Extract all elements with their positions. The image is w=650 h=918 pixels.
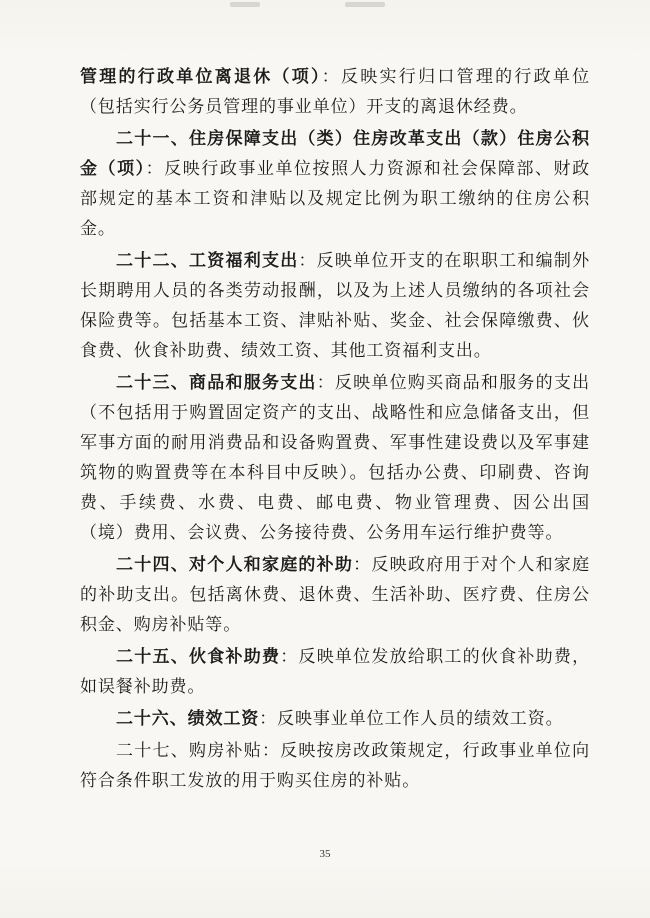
paragraph-text: ：反映单位开支的在职职工和编制外长期聘用人员的各类劳动报酬，以及为上述人员缴纳的各项社会保险费等。包括基本工资、津贴补贴、奖金、社会保障缴费、伙食费、伙食补助费、绩效工资、其他工资福利支出。 bbox=[80, 251, 590, 361]
page-number: 35 bbox=[319, 848, 331, 860]
paragraph-text: ：反映行政事业单位按照人力资源和社会保障部、财政部规定的基本工资和津贴以及规定比例为职工缴纳的住房公积金。 bbox=[80, 159, 590, 239]
scan-artifact bbox=[345, 2, 385, 7]
paragraph-wages-welfare bbox=[80, 246, 590, 366]
paragraph-retirement bbox=[80, 62, 590, 122]
scan-artifact bbox=[230, 2, 260, 7]
paragraph-heading: 二十四、对个人和家庭的补助 bbox=[116, 555, 354, 575]
paragraph-heading: 二十二、工资福利支出 bbox=[116, 251, 299, 271]
paragraph-text: ：反映单位购买商品和服务的支出（不包括用于购置固定资产的支出、战略性和应急储备支出，但军事方面的耐用消费品和设备购置费、军事性建设费以及军事建筑物的购置费等在本科目中反映）。包括办公费、印刷费、咨询费、手续费、水费、电费、邮电费、物业管理费、因公出国（境）费用、会议费、公务接待费、公务用车运行维护费等。 bbox=[80, 373, 590, 543]
paragraph-housing-subsidy bbox=[80, 736, 590, 796]
paragraph-housing-fund bbox=[80, 124, 590, 244]
paragraph-heading: 二十一、住房保障支出（类）住房改革支出（款）住房公积金（项） bbox=[80, 129, 590, 179]
paragraph-text: ：反映单位发放给职工的伙食补助费，如误餐补助费。 bbox=[80, 647, 590, 697]
paragraph-text: ：反映实行归口管理的行政单位（包括实行公务员管理的事业单位）开支的离退休经费。 bbox=[80, 67, 590, 117]
paragraph-text: ：反映事业单位工作人员的绩效工资。 bbox=[259, 709, 564, 729]
paragraph-goods-services bbox=[80, 368, 590, 548]
paragraph-text: ：反映政府用于对个人和家庭的补助支出。包括离休费、退休费、生活补助、医疗费、住房公积金、购房补贴等。 bbox=[80, 555, 590, 635]
paragraph-performance-pay bbox=[80, 704, 590, 734]
paragraph-heading: 管理的行政单位离退休（项） bbox=[80, 67, 322, 87]
paragraph-heading: 二十三、商品和服务支出 bbox=[116, 373, 317, 393]
paragraph-heading: 二十五、伙食补助费 bbox=[116, 647, 281, 667]
paragraph-meal-subsidy bbox=[80, 642, 590, 702]
paragraph-text: 二十七、购房补贴：反映按房改政策规定，行政事业单位向符合条件职工发放的用于购买住房的补贴。 bbox=[80, 741, 590, 791]
paragraph-personal-subsidy bbox=[80, 550, 590, 640]
document-body bbox=[80, 62, 590, 798]
paragraph-heading: 二十六、绩效工资 bbox=[116, 709, 260, 729]
